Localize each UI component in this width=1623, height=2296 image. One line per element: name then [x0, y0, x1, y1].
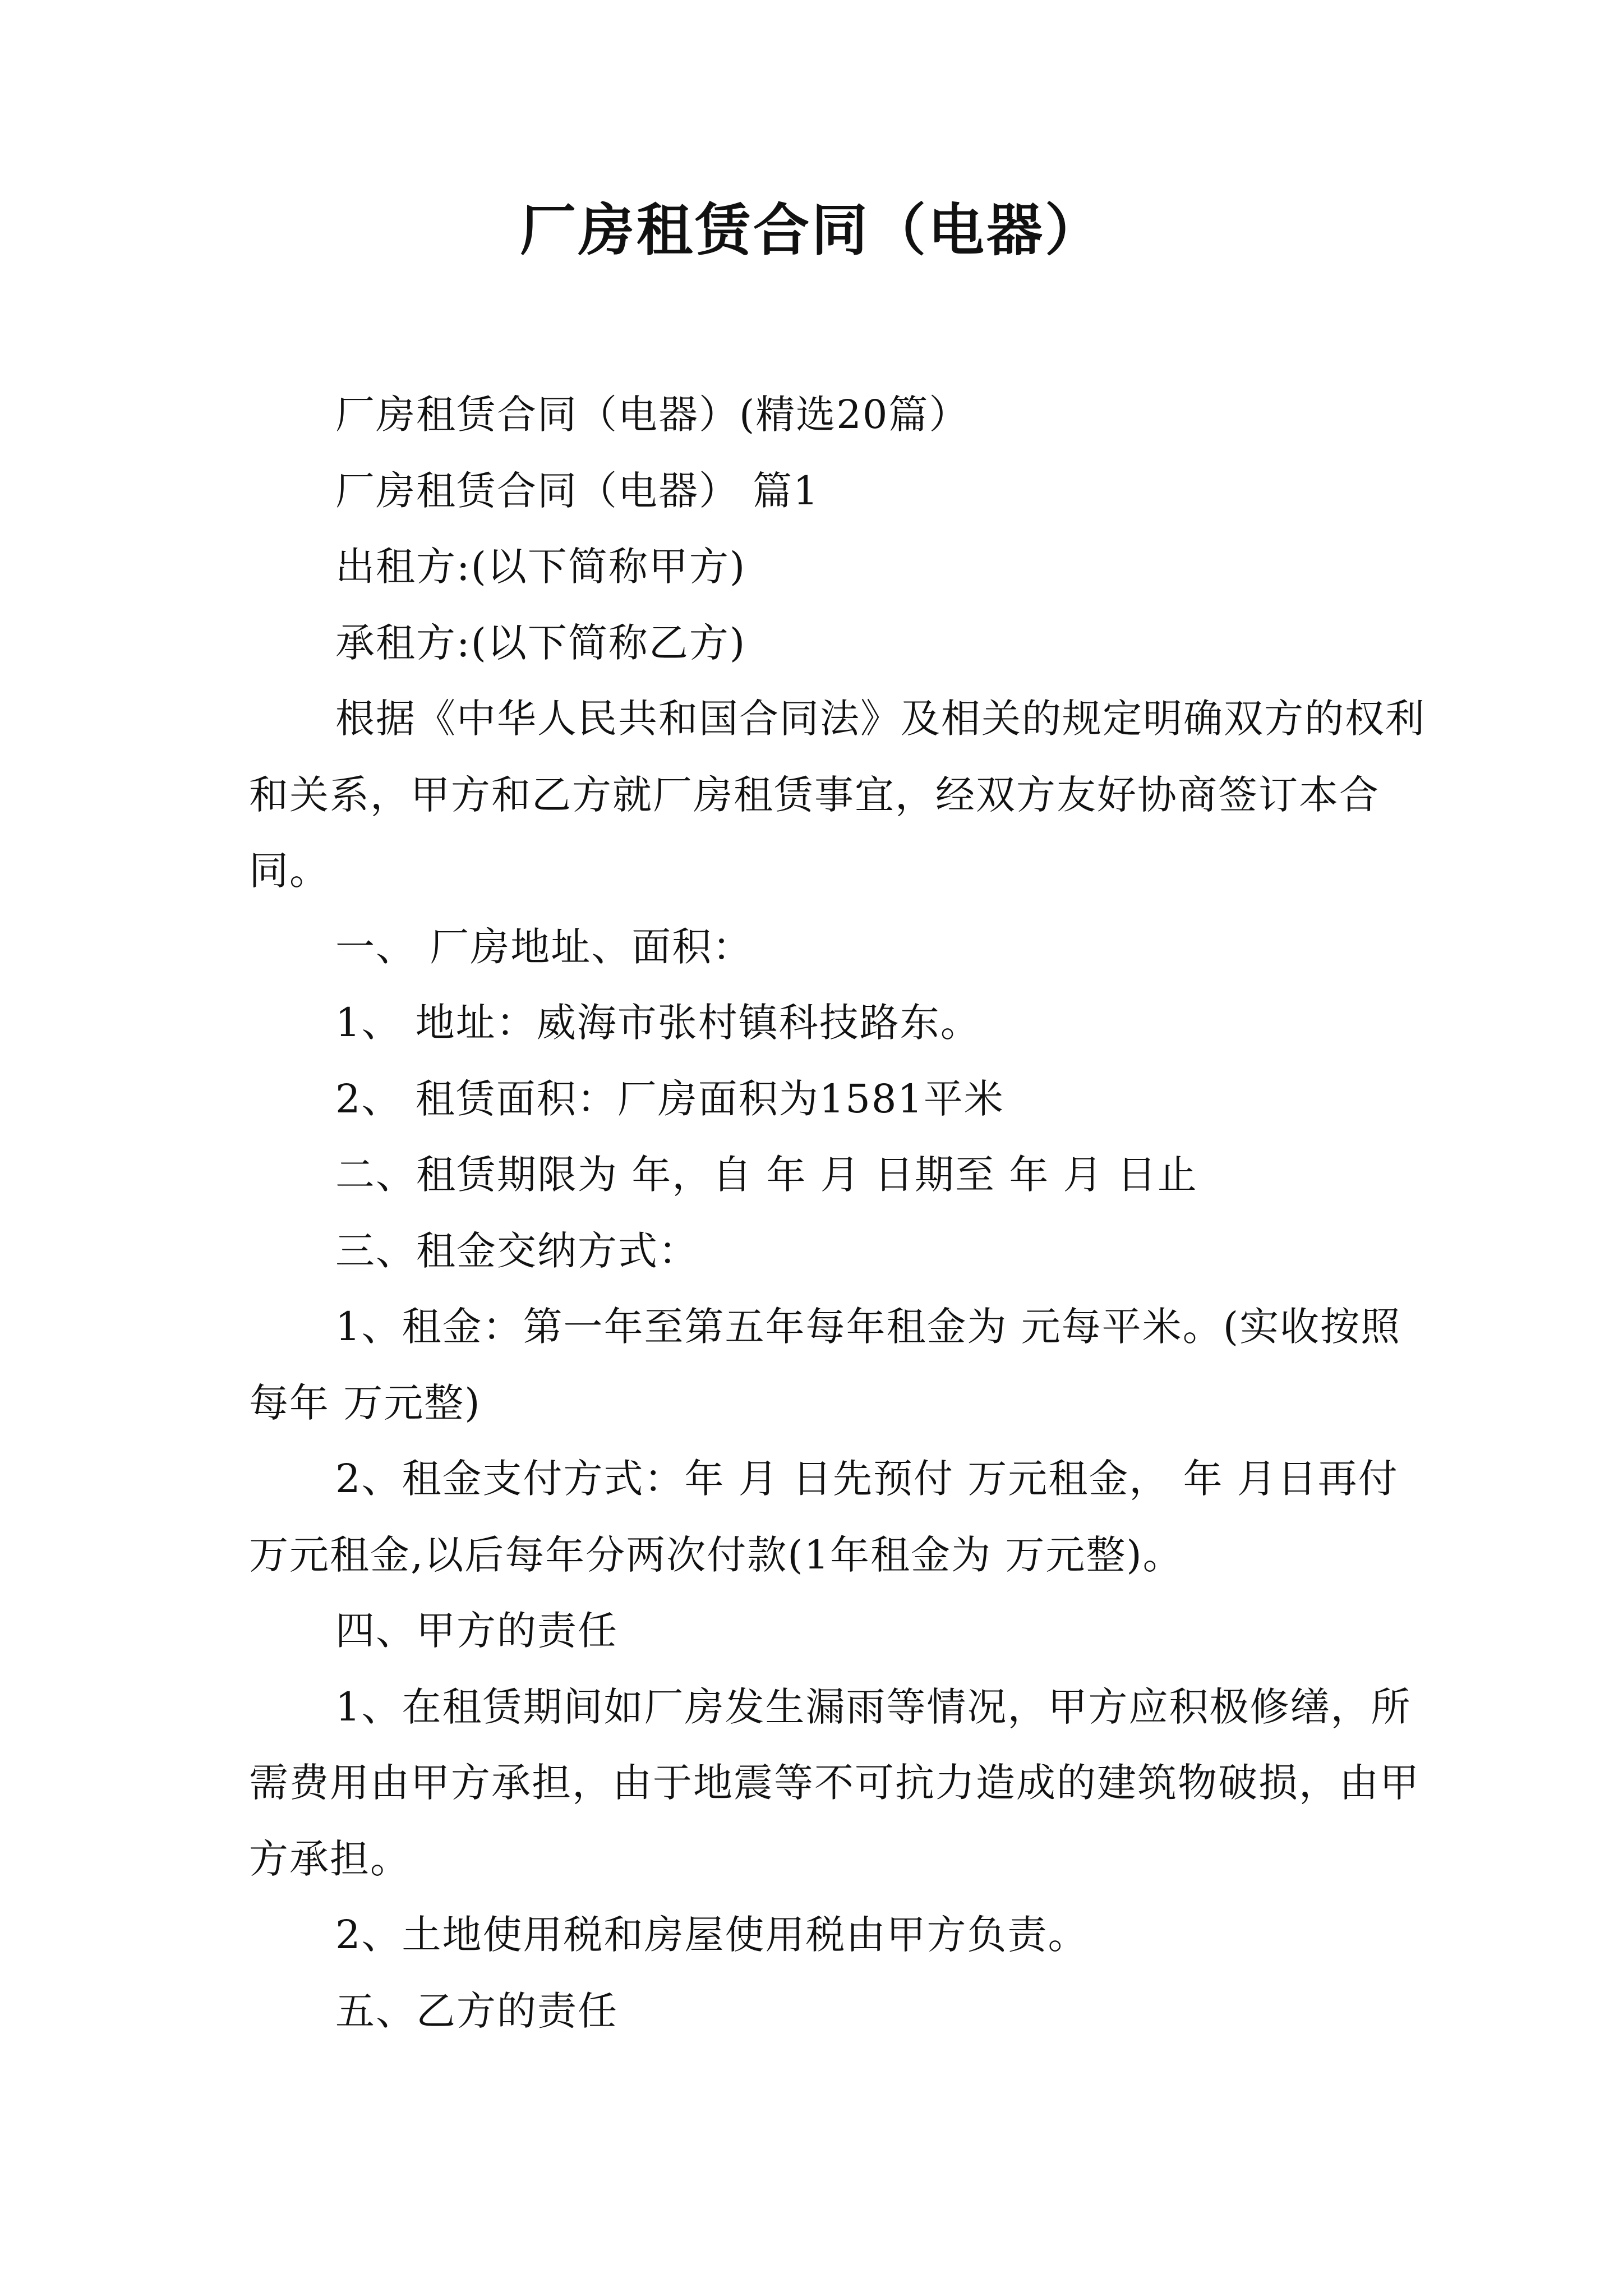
paragraph-payment-method: 2、租金支付方式：年 月 日先预付 万元租金， 年 月日再付万元租金,以后每年分两次付款(1年租金为 万元整)。 — [249, 1456, 1399, 1578]
section-heading-term: 二、租赁期限为 年，自 年 月 日期至 年 月 日止 — [335, 1152, 1198, 1198]
paragraph-article-heading: 厂房租赁合同（电器） 篇1 — [335, 467, 819, 514]
section-heading-lessee-duties: 五、乙方的责任 — [335, 1987, 618, 2034]
section-heading-payment: 三、租金交纳方式： — [335, 1227, 699, 1274]
paragraph-lessor-duty-2: 2、土地使用税和房屋使用税由甲方负责。 — [335, 1912, 1089, 1958]
document-body — [249, 377, 1427, 2049]
section-heading-lessor-duties: 四、甲方的责任 — [335, 1608, 618, 1654]
document-title: 厂房租赁合同（电器） — [520, 197, 1103, 263]
section-heading-address: 一、 厂房地址、面积： — [335, 923, 753, 970]
paragraph-preamble: 根据《中华人民共和国合同法》及相关的规定明确双方的权利和关系，甲方和乙方就厂房租赁事宜，经双方友好协商签订本合同。 — [249, 696, 1426, 894]
paragraph-rent: 1、租金：第一年至第五年每年租金为 元每平米。(实收按照每年 万元整) — [249, 1304, 1401, 1426]
paragraph-collection-heading: 厂房租赁合同（电器）(精选20篇） — [335, 392, 970, 438]
paragraph-lessor: 出租方:(以下简称甲方) — [335, 544, 746, 590]
paragraph-lessee: 承租方:(以下简称乙方) — [335, 619, 746, 666]
paragraph-area: 2、 租赁面积：厂房面积为1581平米 — [335, 1075, 1004, 1122]
paragraph-address: 1、 地址：威海市张村镇科技路东。 — [335, 1000, 981, 1046]
paragraph-lessor-duty-1: 1、在租赁期间如厂房发生漏雨等情况，甲方应积极修缮，所需费用由甲方承担，由于地震等不可抗力造成的建筑物破损，由甲方承担。 — [249, 1683, 1420, 1882]
